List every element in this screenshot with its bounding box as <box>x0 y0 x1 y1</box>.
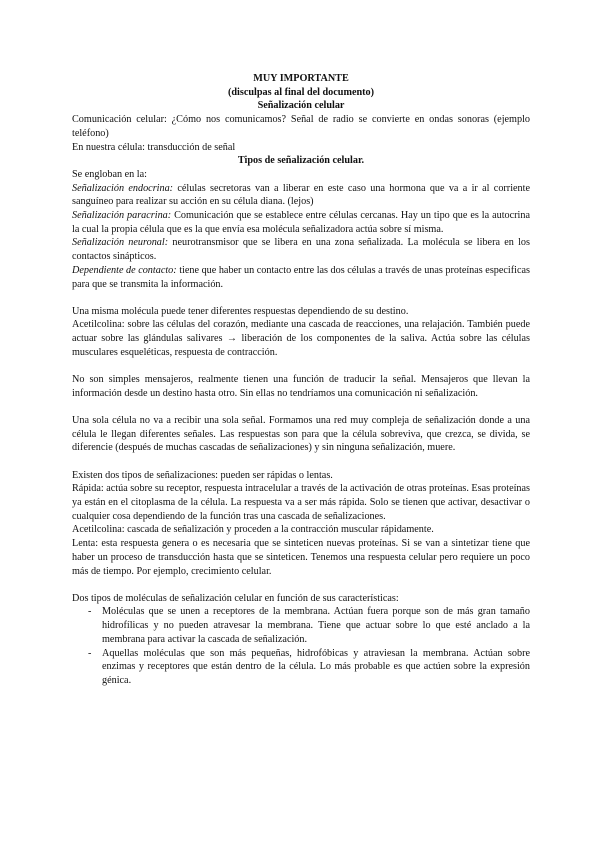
list-item <box>72 605 530 646</box>
term-endocrina: Señalización endocrina: <box>72 182 174 194</box>
type-paracrina <box>72 209 530 236</box>
text-paracrina: Comunicación que se establece entre células cercanas. Hay un tipo que es la autocrina la cual la propia célula que es la que envía esa molécula señalizadora actúa sobre sí misma. <box>72 210 530 235</box>
molecule-section <box>72 305 530 360</box>
types-lead: Se engloban en la: <box>72 168 147 180</box>
network-paragraph: Una sola célula no va a recibir una sola señal. Formamos una red muy compleja de señalización donde a una célula le llegan diferentes señales. Las respuestas son para que la célula sobreviva, que crezca, se divida, se diferencie (después de muchas cascadas de señalizaciones) y sin ninguna señalización, muere. <box>72 414 530 454</box>
term-contacto: Dependiente de contacto: <box>72 264 177 276</box>
intro-paragraph-2: En nuestra célula: transducción de señal <box>72 141 236 153</box>
network-section <box>72 414 530 455</box>
document-page <box>72 72 530 688</box>
spacer <box>72 578 530 592</box>
molecule-types-section <box>72 592 530 688</box>
speed-section <box>72 469 530 579</box>
text-neuronal: neurotransmisor que se libera en una zona señalizada. La molécula se libera en los contactos sinápticos. <box>72 237 530 263</box>
intro-section <box>72 113 530 154</box>
list-item <box>72 647 530 688</box>
term-paracrina: Señalización paracrina: <box>72 210 172 222</box>
intro-paragraph: Comunicación celular: ¿Cómo nos comunicamos? Señal de radio se convierte en ondas sonoras (ejemplo teléfono) <box>72 114 530 139</box>
acetilcolina-paragraph: Acetilcolina: sobre las células del corazón, mediante una cascada de reacciones, una relajación. También puede actuar sobre las glándulas salivares → liberación de los componentes de la saliva. Actúa sobre las células musculares esqueléticas, respuesta de contracción. <box>72 319 530 358</box>
speed-rapida: Rápida: actúa sobre su receptor, respuesta intracelular a través de la activación de otras proteínas. Esas proteínas ya están en el citoplasma de la célula. La respuesta va a ser más rápida. Solo se tienen que activar, desactivar o cualquier cosa dependiendo de la función tras una cascada de señalizaciones. <box>72 483 530 522</box>
title-main: MUY IMPORTANTE <box>253 73 349 84</box>
types-section <box>72 168 530 291</box>
spacer <box>72 455 530 469</box>
type-contacto <box>72 264 530 291</box>
list-item-text: Moléculas que se unen a receptores de la membrana. Actúan fuera porque son de más gran tamaño hidrofílicas y no pueden atravesar la membrana. Tiene que actuar sobre lo que esté anclado a la membrana para activar la cascada de señalización. <box>102 606 530 645</box>
title-topic: Señalización celular <box>257 100 345 112</box>
speed-acetilcolina: Acetilcolina: cascada de señalización y proceden a la contracción muscular rápidamente. <box>72 524 434 536</box>
speed-lead: Existen dos tipos de señalizaciones: pueden ser rápidas o lentas. <box>72 469 333 481</box>
type-endocrina <box>72 182 530 209</box>
title-apology: (disculpas al final del documento) <box>227 86 375 98</box>
type-neuronal <box>72 236 530 263</box>
spacer <box>72 360 530 374</box>
speed-lenta: Lenta: esta respuesta genera o es necesaria que se sinteticen nuevas proteínas. Si se van a sintetizar tiene que haber un proceso de transducción hasta que se sinteticen. Tenemos una respuesta celular pero requiere un poco más de tiempo. Por ejemplo, crecimiento celular. <box>72 538 530 577</box>
term-neuronal: Señalización neuronal: <box>72 237 169 249</box>
molecule-types-lead: Dos tipos de moléculas de señalización celular en función de sus características: <box>72 592 399 604</box>
types-heading: Tipos de señalización celular. <box>237 155 365 167</box>
list-item-text: Aquellas moléculas que son más pequeñas, hidrofóbicas y atraviesan la membrana. Actúan sobre enzimas y receptores que están dentro de la célula. Lo más probable es que actúen sobre la expresión génica. <box>102 647 530 686</box>
dash-bullet: - <box>88 647 92 659</box>
dash-bullet: - <box>88 606 92 618</box>
molecule-types-list <box>72 605 530 687</box>
spacer <box>72 400 530 414</box>
text-endocrina: células secretoras van a liberar en este caso una hormona que va a ir al corriente sanguíneo para realizar su acción en su célula diana. (lejos) <box>72 182 530 208</box>
spacer <box>72 291 530 305</box>
molecule-paragraph: Una misma molécula puede tener diferentes respuestas dependiendo de su destino. <box>72 305 409 317</box>
messengers-paragraph: No son simples mensajeros, realmente tienen una función de traducir la señal. Mensajeros que llevan la información desde un destino hasta otro. Sin ellas no tendríamos una comunicación ni señalización. <box>72 374 530 399</box>
text-contacto: tiene que haber un contacto entre las dos células a través de unas proteínas especificas para que se transmita la información. <box>72 264 530 290</box>
messengers-section <box>72 373 530 400</box>
